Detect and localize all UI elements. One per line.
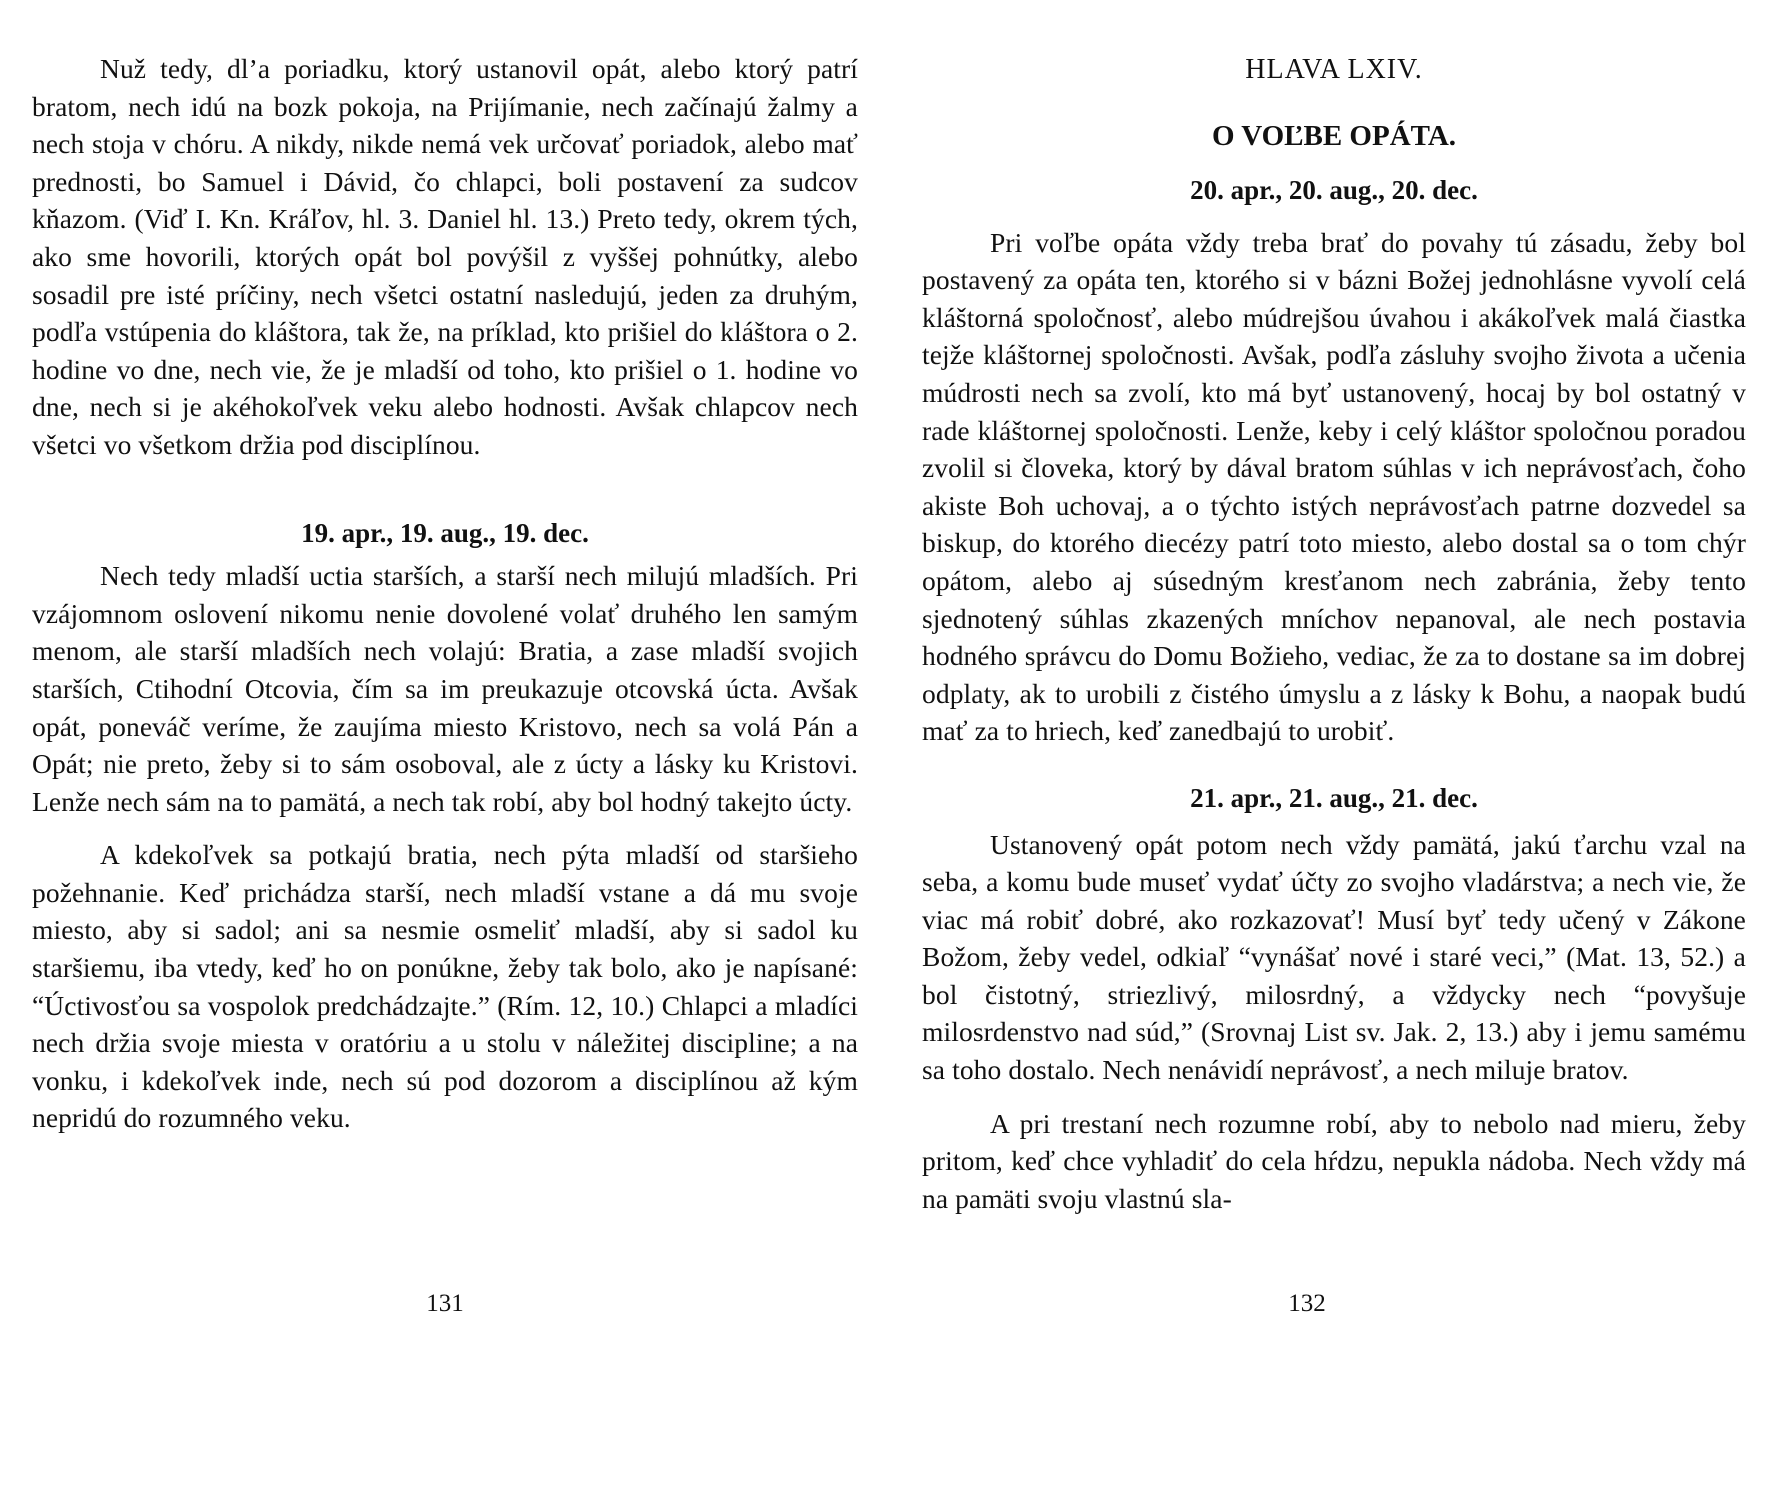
spacer — [922, 90, 1746, 116]
page-number: 131 — [426, 1290, 464, 1317]
chapter-label: HLAVA LXIV. — [1245, 54, 1423, 85]
paragraph: Ustanovený opát potom nech vždy pamätá, jakú ťarchu vzal na seba, a komu bude museť vydať účty zo svojho vladárstva; a nech vie, že viac má robiť dobré, ako rozkazovať! Musí byť tedy učený v Zákone Božom, žeby vedel, odkiaľ “vynášať nové i staré veci,” (Mat. 13, 52.) a bol čistotný, striezlivý, milosrdný, a vždycky nech “povyšuje milosrdenstvo nad súd,” (Srovnaj List sv. Jak. 2, 13.) aby i jemu samému sa toho dostalo. Nech nenávidí neprávosť, a nech miluje bratov. — [922, 828, 1746, 1086]
spacer — [922, 818, 1746, 826]
spacer — [922, 1089, 1746, 1105]
paragraph: A pri trestaní nech rozumne robí, aby to nebolo nad mieru, žeby pritom, keď chce vyhladiť do cela hŕdzu, nepukla nádoba. Nech vždy má na pamäti svoju vlastnú sla- — [922, 1107, 1746, 1214]
date-heading: 21. apr., 21. aug., 21. dec. — [1190, 782, 1478, 813]
spacer — [32, 464, 858, 515]
left-page — [0, 0, 880, 1500]
date-heading: 20. apr., 20. aug., 20. dec. — [1190, 175, 1478, 205]
paragraph: Pri voľbe opáta vždy treba brať do povahy tú zásadu, žeby bol postavený za opáta ten, ktorého si v bázni Božej jednohlásne vyvolí celá kláštorná spoločnosť, alebo múdrejšou úvahou i akákoľvek malá čiastka tejže kláštornej spoločnosti. Avšak, podľa zásluhy svojho života a učenia múdrosti nech sa zvolí, kto má byť ustanovený, hocaj by bol ostatný v rade kláštornej spoločnosti. Lenže, keby i celý kláštor spoločnou poradou zvolil si človeka, ktorý by dával bratom súhlas v ich neprávosťach, čoho akiste Boh uchovaj, a o týchto istých neprávosťach patrne dozvedel sa biskup, do ktorého diecézy patrí toto miesto, alebo dostal sa o tom chýr opátom, alebo aj súsedným kresťanom nech zabránia, žeby tento sjednotený súhlas zkazených mníchov nepanoval, ale nech postavia hodného správcu do Domu Božieho, vediac, že za to dostane sa im dobrej odplaty, ak to urobili z čistého úmyslu a z lásky k Bohu, a naopak budú mať za to hriech, keď zanedbajú to urobiť. — [922, 226, 1746, 747]
page-number: 132 — [1288, 1290, 1326, 1317]
left-text-column — [32, 50, 858, 1137]
spacer — [922, 156, 1746, 172]
chapter-title: O VOĽBE OPÁTA. — [1211, 120, 1457, 152]
paragraph: Nech tedy mladší uctia starších, a starší nech milujú mladších. Pri vzájomnom oslovení nikomu nenie dovolené volať druhého len samým menom, ale starší mladších nech volajú: Bratia, a zase mladší svojich starších, Ctihodní Otcovia, čím sa im preukazuje otcovská úcta. Avšak opát, poneváč veríme, že zaujíma miesto Kristovo, nech sa volá Pán a Opát; nie preto, žeby si to sám osoboval, ale z úcty a lásky ku Kristovi. Lenže nech sám na to pamätá, a nech tak robí, aby bol hodný takejto úcty. — [32, 560, 858, 817]
right-text-column — [922, 50, 1746, 1217]
paragraph-continuation: Nuž tedy, dl’a poriadku, ktorý ustanovil opát, alebo ktorý patrí bratom, nech idú na bozk pokoja, na Prijímanie, nech začínajú žalmy a nech stoja v chóru. A nikdy, nikde nemá vek určovať poriadok, alebo mať prednosti, bo Samuel i Dávid, čo chlapci, boli postavení za sudcov kňazom. (Viď I. Kn. Kráľov, hl. 3. Daniel hl. 13.) Preto tedy, okrem tých, ako sme hovorili, ktorých opát bol povýšil z vyššej pohnútky, alebo sosadil pre isté príčiny, nech všetci ostatní nasledujú, jeden za druhým, podľa vstúpenia do kláštora, tak že, na príklad, kto prišiel do kláštora o 2. hodine vo dne, nech vie, že je mladší od toho, kto prišiel o 1. hodine vo dne, nech si je akéhokoľvek veku alebo hodnosti. Avšak chlapcov nech všetci vo všetkom držia pod disciplínou. — [32, 53, 858, 460]
date-heading: 19. apr., 19. aug., 19. dec. — [301, 517, 589, 548]
spacer — [922, 750, 1746, 780]
spacer — [32, 820, 858, 836]
spacer — [922, 210, 1746, 224]
right-page — [880, 0, 1774, 1500]
paragraph: A kdekoľvek sa potkajú bratia, nech pýta mladší od staršieho požehnanie. Keď prichádza starší, nech mladší vstane a dá mu svoje miesto, aby si sadol; ani sa nesmie osmeliť mladší, aby si sadol ku staršiemu, iba vtedy, keď ho on ponúkne, žeby tak bolo, ako je napísané: “Úctivosťou sa vospolok predchádzajte.” (Rím. 12, 10.) Chlapci a mladíci nech držia svoje miesta v oratóriu a u stolu v náležitej discipline; a na vonku, i kdekoľvek inde, nech sú pod dozorom a disciplínou až kým nepridú do rozumného veku. — [32, 839, 858, 1134]
